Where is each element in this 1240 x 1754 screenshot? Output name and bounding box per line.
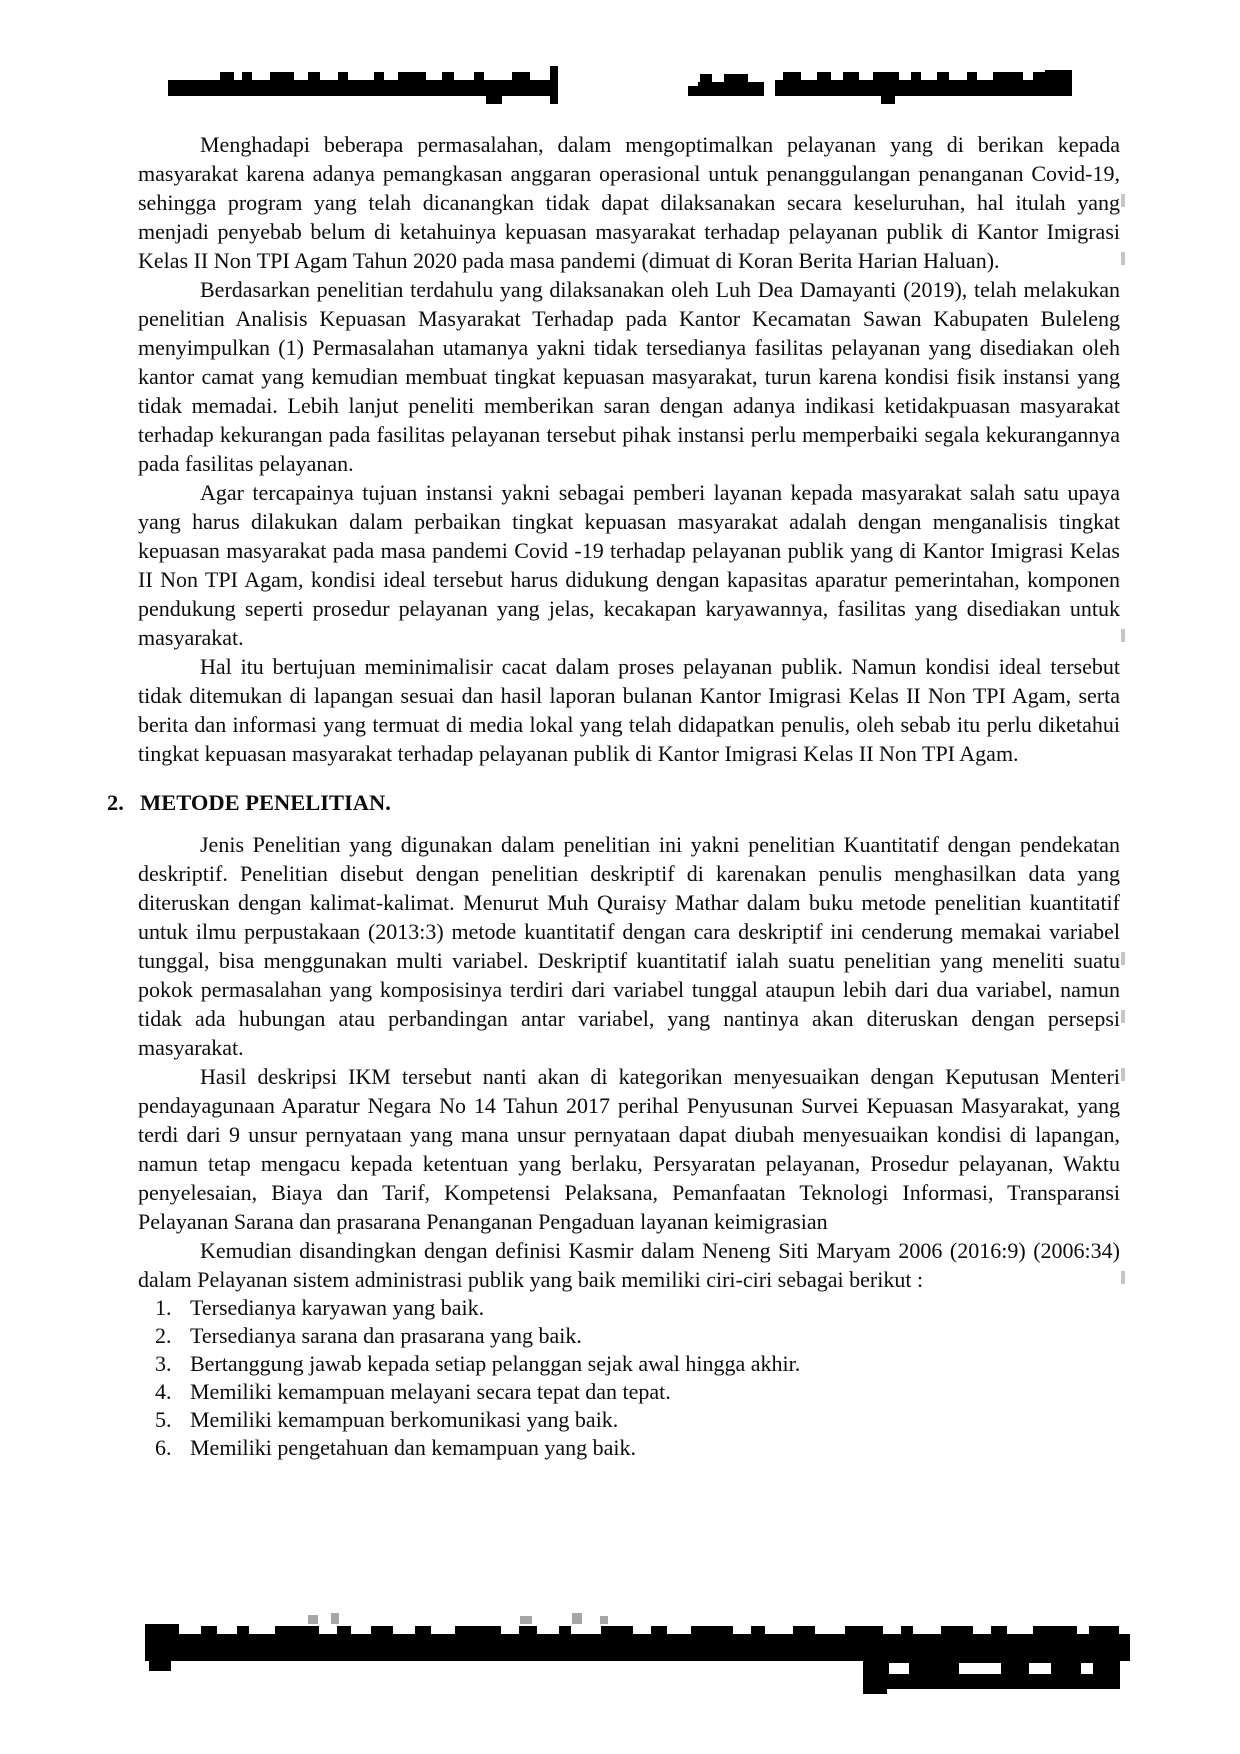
list-item-number: 4. <box>155 1379 172 1404</box>
scan-artifact-speck <box>520 1616 532 1624</box>
scan-artifact-speck <box>331 1613 339 1624</box>
scan-artifact-tick <box>1121 1068 1125 1081</box>
section-number: 2. <box>107 790 124 815</box>
scan-artifact-tick <box>1121 952 1125 965</box>
scan-artifact-speck <box>600 1616 608 1624</box>
list-item <box>138 1378 1120 1406</box>
scan-artifact-speck <box>308 1615 318 1624</box>
list-item-number: 6. <box>155 1435 172 1460</box>
list-item-number: 3. <box>155 1351 172 1376</box>
body-paragraph-1: Menghadapi beberapa permasalahan, dalam mengoptimalkan pelayanan yang di berikan kepada masyarakat karena adanya pemangkasan anggaran operasional untuk penanggulangan penanganan Covid-19, sehingga program yang telah dicanangkan tidak dapat dilaksanakan secara keseluruhan, hal itulah yang menjadi penyebab belum di ketahuinya kepuasan masyarakat terhadap pelayanan publik di Kantor Imigrasi Kelas II Non TPI Agam Tahun 2020 pada masa pandemi (dimuat di Koran Berita Harian Haluan). <box>138 132 1120 273</box>
article-body <box>107 130 1120 1462</box>
list-item-text: Tersedianya karyawan yang baik. <box>190 1295 485 1320</box>
list-item-number: 5. <box>155 1407 172 1432</box>
list-item <box>138 1406 1120 1434</box>
body-paragraph-5: Jenis Penelitian yang digunakan dalam penelitian ini yakni penelitian Kuantitatif dengan pendekatan deskriptif. Penelitian disebut dengan penelitian deskriptif di karenakan penulis menghasilkan data yang diteruskan dengan kalimat-kalimat. Menurut Muh Quraisy Mathar dalam buku metode penelitian kuantitatif untuk ilmu perpustakaan (2013:3) metode kuantitatif dengan cara deskriptif ini cenderung memakai variabel tunggal, bisa menggunakan multi variabel. Deskriptif kuantitatif ialah suatu penelitian yang meneliti suatu pokok permasalahan yang komposisinya terdiri dari variabel tunggal ataupun lebih dari dua variabel, namun tidak ada hubungan atau perbandingan antar variabel, yang nantinya akan diteruskan dengan persepsi masyarakat. <box>138 832 1120 1060</box>
redacted-header-right-bar <box>688 72 1078 112</box>
body-paragraph-4: Hal itu bertujuan meminimalisir cacat dalam proses pelayanan publik. Namun kondisi ideal tersebut tidak ditemukan di lapangan sesuai dan hasil laporan bulanan Kantor Imigrasi Kelas II Non TPI Agam, serta berita dan informasi yang termuat di media lokal yang telah didapatkan penulis, oleh sebab itu perlu diketahui tingkat kepuasan masyarakat terhadap pelayanan publik di Kantor Imigrasi Kelas II Non TPI Agam. <box>138 654 1120 766</box>
redacted-header-left-bar <box>168 72 558 112</box>
body-paragraph-6: Hasil deskripsi IKM tersebut nanti akan di kategorikan menyesuaikan dengan Keputusan Menteri pendayagunaan Aparatur Negara No 14 Tahun 2017 perihal Penyusunan Survei Kepuasan Masyarakat, yang terdi dari 9 unsur pernyataan yang mana unsur pernyataan dapat diubah menyesuaikan kondisi di lapangan, namun tetap mengacu kepada ketentuan yang berlaku, Persyaratan pelayanan, Prosedur pelayanan, Waktu penyelesaian, Biaya dan Tarif, Kompetensi Pelaksana, Pemanfaatan Teknologi Informasi, Transparansi Pelayanan Sarana dan prasarana Penanganan Pengaduan layanan keimigrasian <box>138 1064 1120 1234</box>
body-paragraph-2: Berdasarkan penelitian terdahulu yang dilaksanakan oleh Luh Dea Damayanti (2019), telah melakukan penelitian Analisis Kepuasan Masyarakat Terhadap pada Kantor Kecamatan Sawan Kabupaten Buleleng menyimpulkan (1) Permasalahan utamanya yakni tidak tersedianya fasilitas pelayanan yang disediakan oleh kantor camat yang kemudian membuat tingkat kepuasan masyarakat, turun karena kondisi fisik instansi yang tidak memadai. Lebih lanjut peneliti memberikan saran dengan adanya indikasi ketidakpuasan masyarakat terhadap kekurangan pada fasilitas pelayanan tersebut pihak instansi perlu memperbaiki segala kekurangannya pada fasilitas pelayanan. <box>138 277 1120 476</box>
section-heading <box>107 788 1120 817</box>
list-item <box>138 1434 1120 1462</box>
body-paragraph-3: Agar tercapainya tujuan instansi yakni sebagai pemberi layanan kepada masyarakat salah satu upaya yang harus dilakukan dalam perbaikan tingkat kepuasan masyarakat adalah dengan menganalisis tingkat kepuasan masyarakat pada masa pandemi Covid -19 terhadap pelayanan publik yang di Kantor Imigrasi Kelas II Non TPI Agam, kondisi ideal tersebut harus didukung dengan kapasitas aparatur pemerintahan, komponen pendukung seperti prosedur pelayanan yang jelas, kecakapan karyawannya, fasilitas yang disediakan untuk masyarakat. <box>138 480 1120 650</box>
redacted-footer-secondary-bar <box>863 1661 1120 1697</box>
list-item-text: Memiliki kemampuan melayani secara tepat dan tepat. <box>190 1379 671 1404</box>
list-item-text: Bertanggung jawab kepada setiap pelanggan sejak awal hingga akhir. <box>190 1351 801 1376</box>
scan-artifact-tick <box>1121 252 1125 265</box>
scan-artifact-tick <box>1121 1271 1125 1284</box>
scan-artifact-tick <box>1121 1010 1125 1023</box>
scan-artifact-tick <box>1121 194 1125 207</box>
body-paragraph-7: Kemudian disandingkan dengan definisi Kasmir dalam Neneng Siti Maryam 2006 (2016:9) (2006:34) dalam Pelayanan sistem administrasi publik yang baik memiliki ciri-ciri sebagai berikut : <box>138 1238 1120 1292</box>
list-item-number: 2. <box>155 1323 172 1348</box>
list-item-text: Memiliki kemampuan berkomunikasi yang baik. <box>190 1407 619 1432</box>
scan-artifact-tick <box>1121 629 1125 642</box>
list-item-text: Tersedianya sarana dan prasarana yang baik. <box>190 1323 582 1348</box>
section-title: METODE PENELITIAN. <box>140 790 391 815</box>
list-item <box>138 1350 1120 1378</box>
list-item <box>138 1322 1120 1350</box>
numbered-list <box>138 1294 1120 1462</box>
list-item <box>138 1294 1120 1322</box>
scan-artifact-speck <box>572 1613 582 1624</box>
list-item-number: 1. <box>155 1295 172 1320</box>
list-item-text: Memiliki pengetahuan dan kemampuan yang baik. <box>190 1435 636 1460</box>
